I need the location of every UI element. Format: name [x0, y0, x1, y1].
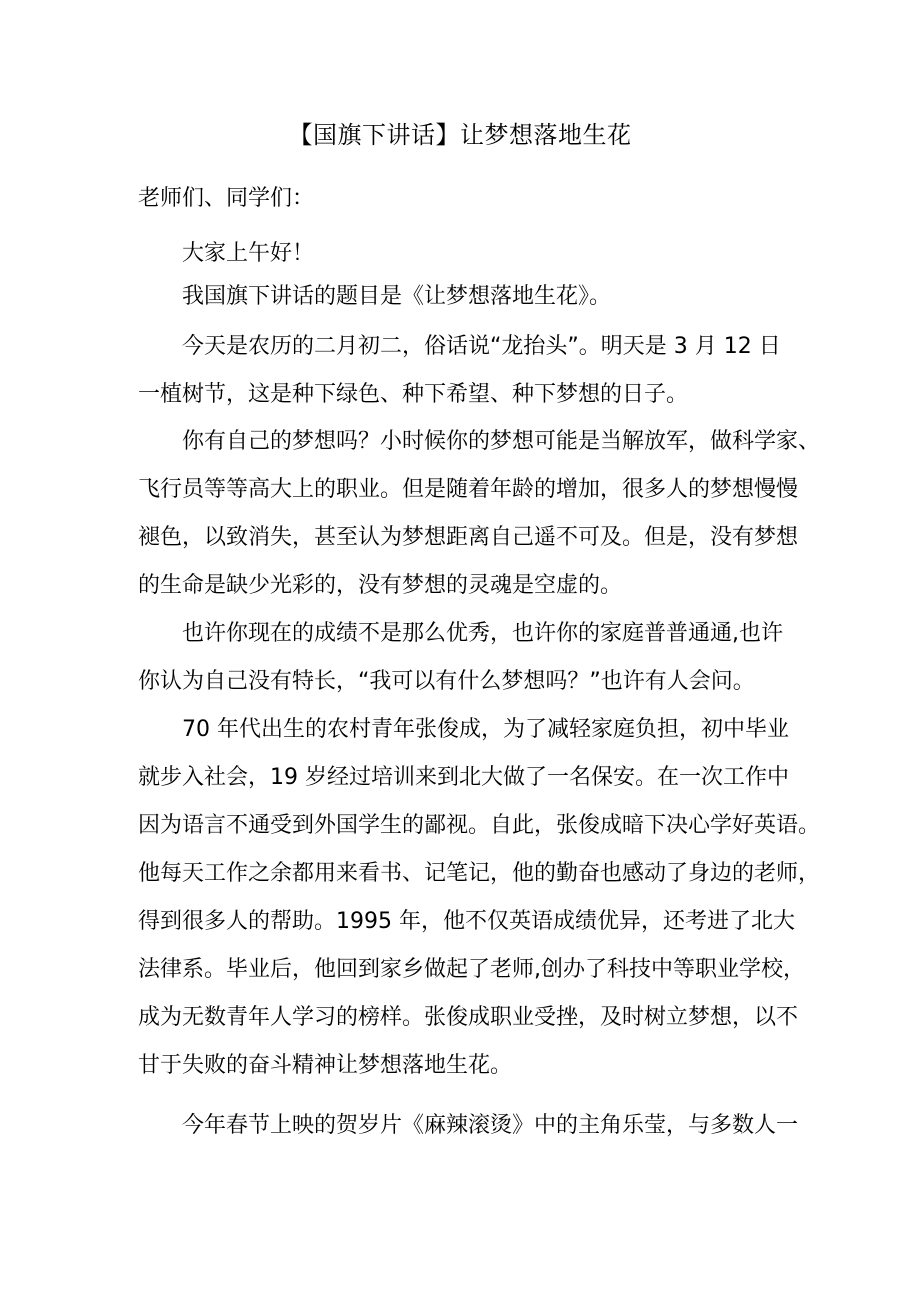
paragraph-line: 今年春节上映的贺岁片《麻辣滚烫》中的主角乐莹，与多数人一: [182, 1113, 799, 1138]
paragraph-line: 我国旗下讲话的题目是《让梦想落地生花》。: [182, 284, 612, 309]
paragraph-line: 70 年代出生的农村青年张俊成，为了减轻家庭负担，初中毕业: [182, 717, 789, 742]
paragraph-line: 成为无数青年人学习的榜样。张俊成职业受挫，及时树立梦想，以不: [138, 1005, 799, 1030]
paragraph-zhang-juncheng: [138, 706, 821, 1090]
paragraph-line: 也许你现在的成绩不是那么优秀，也许你的家庭普普通通,也许: [182, 621, 783, 646]
paragraph-line: 你有自己的梦想吗？小时候你的梦想可能是当解放军，做科学家、: [182, 429, 821, 454]
paragraph-line: 一植树节，这是种下绿色、种下希望、种下梦想的日子。: [138, 382, 689, 407]
paragraph-movie: [138, 1102, 799, 1150]
paragraph-line: 他每天工作之余都用来看书、记笔记，他的勤奋也感动了身边的老师，: [138, 861, 821, 886]
paragraph-line: 甘于失败的奋斗精神让梦想落地生花。: [138, 1053, 513, 1078]
paragraph-line: 得到很多人的帮助。1995 年，他不仅英语成绩优异，还考进了北大: [138, 909, 795, 934]
paragraph-line: 褪色，以致消失，甚至认为梦想距离自己遥不可及。但是，没有梦想: [138, 525, 799, 550]
paragraph-dream-question: [138, 418, 821, 610]
paragraph-line: 飞行员等等高大上的职业。但是随着年龄的增加，很多人的梦想慢慢: [138, 477, 799, 502]
salutation: 老师们、同学们：: [138, 186, 315, 211]
paragraph-line: 你认为自己没有特长，“我可以有什么梦想吗？”也许有人会问。: [138, 669, 755, 694]
paragraph-line: 就步入社会，19 岁经过培训来到北大做了一名保安。在一次工作中: [138, 765, 789, 790]
paragraph-maybe: [138, 610, 788, 706]
greeting-line: 大家上午好！: [182, 241, 315, 266]
paragraph-topic: [138, 273, 788, 321]
greeting-paragraph: [138, 230, 788, 278]
paragraph-line: 法律系。毕业后，他回到家乡做起了老师,创办了科技中等职业学校，: [138, 957, 805, 982]
paragraph-line: 的生命是缺少光彩的，没有梦想的灵魂是空虚的。: [138, 573, 623, 598]
paragraph-line: 因为语言不通受到外国学生的鄙视。自此，张俊成暗下决心学好英语。: [138, 813, 821, 838]
paragraph-dragon-head: [138, 323, 788, 419]
paragraph-line: 今天是农历的二月初二，俗话说“龙抬头”。明天是 3 月 12 日: [182, 334, 781, 359]
page-title: 【国旗下讲话】让梦想落地生花: [288, 121, 632, 149]
